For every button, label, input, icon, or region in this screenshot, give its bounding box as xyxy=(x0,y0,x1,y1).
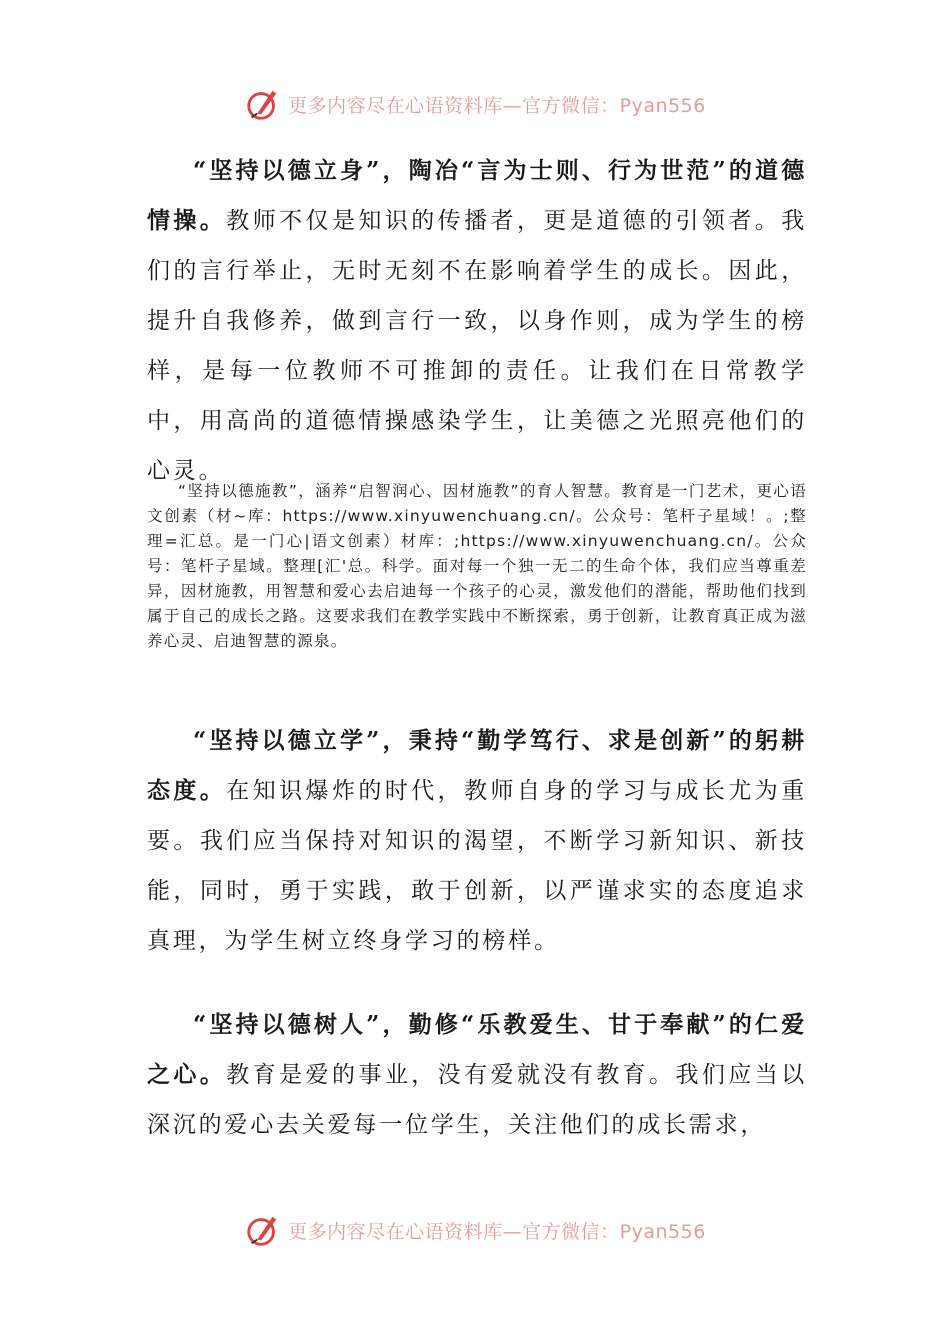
quill-pen-icon xyxy=(244,1211,282,1249)
footer-banner xyxy=(0,1210,950,1250)
paragraph-3-heading: “坚持以德立学”，秉持“勤学笃行、求是创新”的躬耕态度。 xyxy=(147,727,807,804)
paragraph-1-body: 教师不仅是知识的传播者，更是道德的引领者。我们的言行举止，无时无刻不在影响着学生的成长。因此，提升自我修养，做到言行一致，以身作则，成为学生的榜样，是每一位教师不可推卸的责任。让我们在日常教学中，用高尚的道德情操感染学生，让美德之光照亮他们的心灵。 xyxy=(147,208,807,484)
header-banner xyxy=(0,84,950,124)
paragraph-4-heading: “坚持以德树人”，勤修“乐教爱生、甘于奉献”的仁爱之心。 xyxy=(147,1011,807,1088)
paragraph-4-body: 教育是爱的事业，没有爱就没有教育。我们应当以深沉的爱心去关爱每一位学生，关注他们的成长需求， xyxy=(147,1062,807,1138)
paragraph-3 xyxy=(147,716,807,966)
footer-banner-text: 更多内容尽在心语资料库—官方微信：Pyan556 xyxy=(288,1220,706,1243)
paragraph-3-body: 在知识爆炸的时代，教师自身的学习与成长尤为重要。我们应当保持对知识的渴望，不断学习新知识、新技能，同时，勇于实践，敢于创新，以严谨求实的态度追求真理，为学生树立终身学习的榜样。 xyxy=(147,778,807,954)
header-banner-text: 更多内容尽在心语资料库—官方微信：Pyan556 xyxy=(288,94,706,117)
paragraph-1 xyxy=(147,146,807,496)
paragraph-4 xyxy=(147,1000,807,1150)
paragraph-2 xyxy=(147,479,807,654)
quill-pen-icon xyxy=(244,85,282,123)
paragraph-2-body: “坚持以德施教”，涵养“启智润心、因材施教”的育人智慧。教育是一门艺术，更心语文创素（材~库：https://www.xinyuwenchuang.cn/。公众号：笔杆子星域！。;整理=汇总。是一门心|语文创素）材库：;https://www.xinyuwenchuang.cn/。公众号：笔杆子星域。整理[汇'总。科学。面对每一个独一无二的生命个体，我们应当尊重差异，因材施教，用智慧和爱心去启迪每一个孩子的心灵，激发他们的潜能，帮助他们找到属于自己的成长之路。这要求我们在教学实践中不断探索，勇于创新，让教育真正成为滋养心灵、启迪智慧的源泉。 xyxy=(147,482,807,650)
paragraph-1-heading: “坚持以德立身”，陶冶“言为士则、行为世范”的道德情操。 xyxy=(147,157,807,234)
